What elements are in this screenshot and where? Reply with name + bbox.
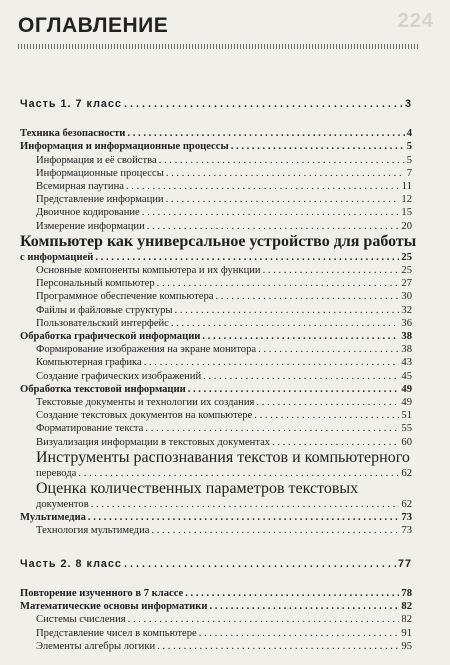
toc-entry-label: Компьютерная графика — [36, 357, 142, 369]
toc-section[interactable] — [20, 356, 412, 369]
toc-entry-label: Форматирование текста — [36, 423, 144, 435]
toc-entry-label: Пользовательский интерфейс — [36, 317, 169, 329]
toc-chapter[interactable] — [20, 232, 417, 264]
toc-entry-label: Создание текстовых документов на компьютере — [36, 410, 253, 422]
toc-page-number: 43 — [401, 357, 412, 369]
toc-section[interactable] — [20, 449, 412, 480]
toc-leader — [272, 436, 399, 449]
toc-entry-label-cont: с информацией — [20, 251, 94, 263]
toc-leader — [151, 524, 399, 537]
toc-leader — [126, 180, 400, 193]
toc-page-number: 38 — [401, 344, 412, 356]
toc-entry-label: Мультимедиа — [20, 512, 86, 524]
toc-entry-line2 — [36, 467, 412, 480]
toc-leader — [145, 422, 399, 435]
toc-entry-label: Представление информации — [36, 194, 164, 206]
toc-section[interactable] — [20, 640, 412, 653]
toc-page-number: 51 — [401, 410, 412, 422]
toc-section[interactable] — [20, 264, 412, 277]
toc-page-number: 20 — [401, 220, 412, 232]
toc-entry-label: Обработка текстовой информации — [20, 383, 186, 395]
toc-page-number: 11 — [401, 181, 412, 193]
toc-page-number: 77 — [397, 557, 412, 570]
toc-section[interactable] — [20, 396, 412, 409]
toc-page-number: 12 — [401, 194, 412, 206]
table-of-contents — [20, 92, 417, 653]
toc-leader — [203, 370, 399, 383]
toc-entry-label: Инструменты распознавания текстов и компьютерного — [36, 448, 410, 466]
toc-entry-label: Персональный компьютер — [36, 278, 155, 290]
toc-leader — [231, 140, 405, 153]
toc-section[interactable] — [20, 422, 412, 435]
toc-page-number: 73 — [401, 525, 412, 537]
toc-leader — [166, 193, 400, 206]
toc-page-number: 25 — [401, 251, 412, 263]
toc-page-number: 91 — [401, 627, 412, 639]
toc-page-number: 38 — [401, 331, 412, 343]
toc-entry-label: Технология мультимедиа — [36, 525, 150, 537]
toc-entry-label: Формирование изображения на экране монитора — [36, 344, 257, 356]
toc-entry-label: Информационные процессы — [36, 167, 164, 179]
toc-entry-label-cont: документов — [36, 499, 89, 511]
toc-entry-label: Обработка графической информации — [20, 331, 201, 343]
toc-page-number: 78 — [401, 587, 412, 599]
toc-chapter[interactable] — [20, 140, 412, 153]
toc-section[interactable] — [20, 193, 412, 206]
toc-leader — [95, 251, 399, 264]
toc-entry-label-cont: перевода — [36, 467, 77, 479]
toc-entry-label: Оценка количественных параметров текстовых — [36, 480, 359, 498]
toc-section[interactable] — [20, 304, 412, 317]
toc-section[interactable] — [20, 480, 412, 511]
toc-leader — [128, 613, 400, 626]
toc-leader — [254, 409, 399, 422]
toc-section[interactable] — [20, 627, 412, 640]
page-title: ОГЛАВЛЕНИЕ — [18, 14, 169, 37]
spacer — [20, 538, 412, 552]
toc-leader — [258, 343, 399, 356]
toc-entry-label: Информация и информационные процессы — [20, 141, 229, 153]
toc-entry-label: Файлы и файловые структуры — [36, 304, 173, 316]
toc-section[interactable] — [20, 409, 412, 422]
toc-entry-label: Компьютер как универсальное устройство для работы — [20, 232, 417, 250]
toc-page-number: 3 — [404, 98, 412, 110]
toc-section[interactable] — [20, 343, 412, 356]
toc-section[interactable] — [20, 317, 412, 330]
toc-leader — [91, 498, 400, 511]
toc-entry-label: Часть 2. 8 класс — [20, 557, 122, 570]
toc-section[interactable] — [20, 613, 412, 626]
title-rule — [18, 44, 420, 49]
toc-leader — [175, 304, 400, 317]
toc-entry-line2 — [36, 498, 412, 511]
toc-leader — [157, 277, 400, 290]
toc-page-number: 73 — [401, 512, 412, 524]
toc-page-number: 82 — [401, 601, 412, 613]
toc-page-number: 25 — [401, 265, 412, 277]
toc-part-heading[interactable] — [20, 558, 412, 571]
toc-chapter[interactable] — [20, 511, 412, 524]
toc-entry-label: Информация и её свойства — [36, 154, 157, 166]
toc-entry-label: Двоичное кодирование — [36, 207, 140, 219]
toc-section[interactable] — [20, 290, 412, 303]
toc-page-number: 30 — [401, 291, 412, 303]
toc-entry-label: Основные компоненты компьютера и их функции — [36, 265, 261, 277]
toc-entry-line2 — [20, 251, 412, 264]
toc-page-number: 49 — [401, 383, 412, 395]
toc-page-number: 62 — [401, 499, 412, 511]
toc-leader — [142, 206, 400, 219]
toc-section[interactable] — [20, 220, 412, 233]
toc-leader — [188, 383, 400, 396]
toc-leader — [78, 467, 399, 480]
toc-entry-label: Измерение информации — [36, 220, 145, 232]
toc-page-number: 36 — [401, 317, 412, 329]
toc-chapter[interactable] — [20, 127, 412, 140]
toc-entry-label: Системы счисления — [36, 614, 126, 626]
toc-chapter[interactable] — [20, 383, 412, 396]
toc-page-number: 60 — [401, 436, 412, 448]
toc-leader — [210, 600, 400, 613]
toc-page-number: 62 — [401, 467, 412, 479]
toc-leader — [124, 558, 396, 571]
toc-entry-label: Представление чисел в компьютере — [36, 627, 197, 639]
toc-page-number: 82 — [401, 614, 412, 626]
toc-page-number: 5 — [406, 141, 412, 153]
toc-page-number: 7 — [406, 167, 412, 179]
toc-leader — [202, 330, 399, 343]
toc-entry-label: Всемирная паутина — [36, 181, 124, 193]
toc-section[interactable] — [20, 370, 412, 383]
toc-entry-label: Математические основы информатики — [20, 601, 208, 613]
toc-section[interactable] — [20, 206, 412, 219]
toc-leader — [124, 98, 403, 111]
toc-leader — [185, 587, 399, 600]
toc-leader — [127, 127, 404, 140]
toc-leader — [256, 396, 399, 409]
toc-entry-label: Повторение изученного в 7 классе — [20, 587, 184, 599]
toc-leader — [157, 640, 399, 653]
toc-page-number: 45 — [401, 370, 412, 382]
toc-leader — [147, 220, 400, 233]
toc-section[interactable] — [20, 436, 412, 449]
toc-leader — [199, 627, 400, 640]
toc-section[interactable] — [20, 524, 412, 537]
toc-chapter[interactable] — [20, 600, 412, 613]
page-number: 224 — [397, 10, 434, 32]
toc-page-number: 5 — [406, 154, 412, 166]
toc-page-number: 4 — [406, 128, 412, 140]
toc-entry-label: Визуализация информации в текстовых документах — [36, 436, 271, 448]
toc-section[interactable] — [20, 154, 412, 167]
toc-entry-label: Элементы алгебры логики — [36, 640, 156, 652]
toc-entry-label: Часть 1. 7 класс — [20, 98, 122, 110]
toc-leader — [88, 511, 400, 524]
toc-page-number: 55 — [401, 423, 412, 435]
toc-section[interactable] — [20, 277, 412, 290]
toc-entry-label: Техника безопасности — [20, 128, 126, 140]
toc-leader — [144, 356, 400, 369]
toc-leader — [166, 167, 405, 180]
toc-section[interactable] — [20, 167, 412, 180]
toc-entry-label: Текстовые документы и технологии их создания — [36, 397, 255, 409]
toc-page-number: 27 — [401, 278, 412, 290]
toc-page-number: 95 — [401, 640, 412, 652]
toc-page-number: 15 — [401, 207, 412, 219]
toc-entry-label: Создание графических изображений — [36, 370, 202, 382]
toc-page-number: 32 — [401, 304, 412, 316]
toc-entry-label: Программное обеспечение компьютера — [36, 291, 214, 303]
toc-leader — [159, 154, 405, 167]
toc-leader — [171, 317, 400, 330]
toc-section[interactable] — [20, 180, 412, 193]
toc-part-heading[interactable] — [20, 98, 412, 111]
toc-chapter[interactable] — [20, 587, 412, 600]
toc-page-number: 49 — [401, 397, 412, 409]
toc-chapter[interactable] — [20, 330, 412, 343]
toc-leader — [263, 264, 400, 277]
toc-leader — [216, 290, 400, 303]
